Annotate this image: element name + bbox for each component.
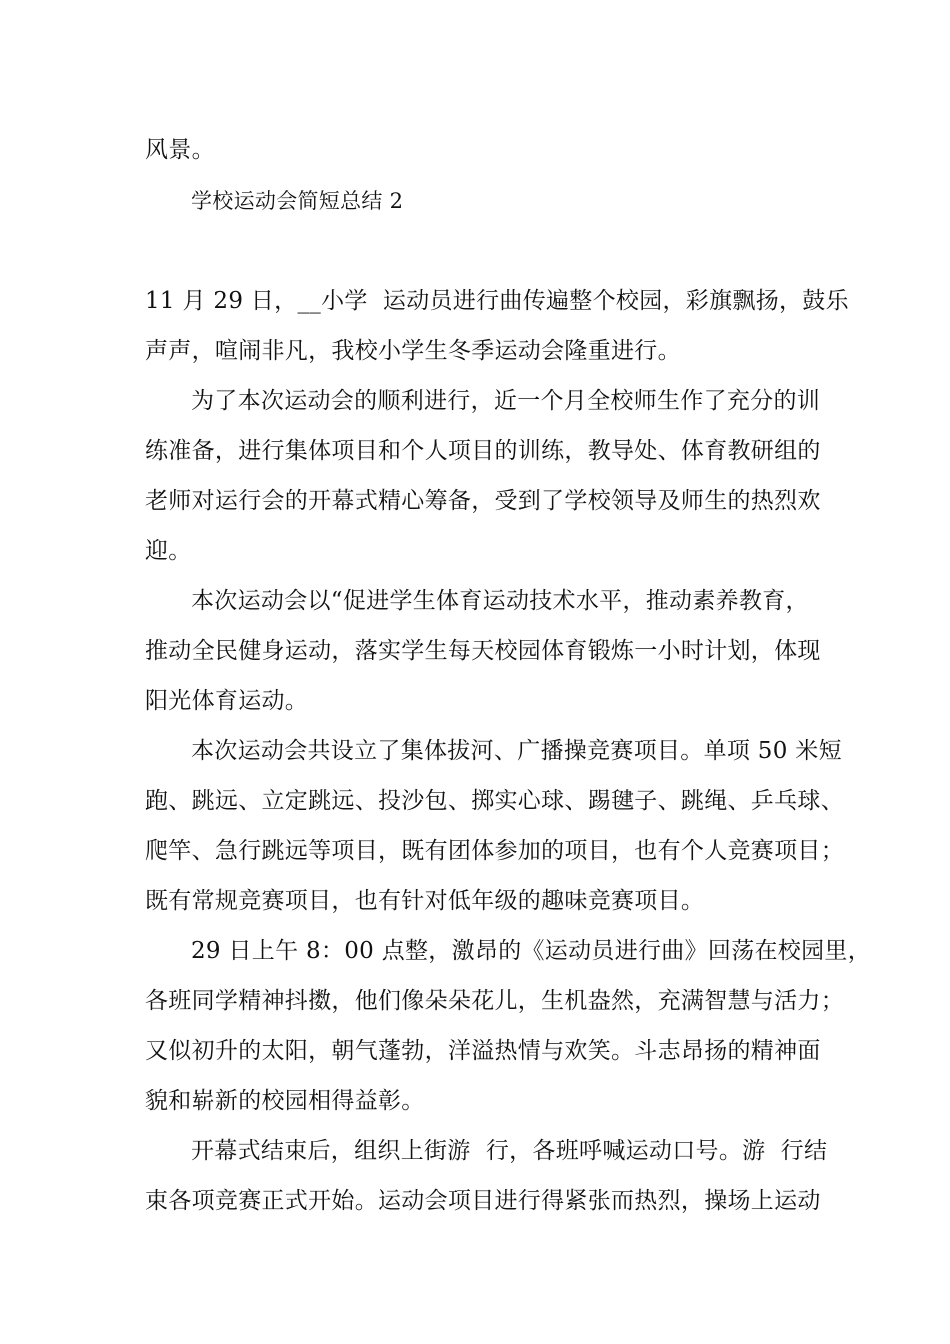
section-title: 学校运动会简短总结 2 — [191, 189, 404, 213]
paragraph-first-line: 29 日上午 8：00 点整，激昂的《运动员进行曲》回荡在校园里， — [191, 938, 871, 964]
text-line: 阳光体育运动。 — [145, 688, 309, 714]
text-line: 跑、跳远、立定跳远、投沙包、掷实心球、踢毽子、跳绳、乒乓球、 — [145, 788, 844, 814]
text-line: 老师对运行会的开幕式精心筹备，受到了学校领导及师生的热烈欢 — [145, 488, 821, 514]
text-line: 貌和崭新的校园相得益彰。 — [145, 1088, 425, 1114]
paragraph-first-line: 本次运动会以“促进学生体育运动技术水平，推动素养教育， — [191, 588, 809, 614]
text-line: 推动全民健身运动，落实学生每天校园体育锻炼一小时计划，体现 — [145, 638, 821, 664]
text-line: 又似初升的太阳，朝气蓬勃，洋溢热情与欢笑。斗志昂扬的精神面 — [145, 1038, 821, 1064]
text-line: 既有常规竞赛项目，也有针对低年级的趣味竞赛项目。 — [145, 888, 705, 914]
text-line: 11 月 29 日，__小学 运动员进行曲传遍整个校园，彩旗飘扬，鼓乐 — [145, 288, 849, 314]
text-line: 声声，喧闹非凡，我校小学生冬季运动会隆重进行。 — [145, 338, 681, 364]
paragraph-first-line: 为了本次运动会的顺利进行，近一个月全校师生作了充分的训 — [191, 388, 821, 414]
text-line: 练准备，进行集体项目和个人项目的训练，教导处、体育教研组的 — [145, 438, 821, 464]
paragraph-first-line: 开幕式结束后，组织上街游 行，各班呼喊运动口号。游 行结 — [191, 1138, 828, 1164]
text-line: 束各项竞赛正式开始。运动会项目进行得紧张而热烈，操场上运动 — [145, 1188, 821, 1214]
text-line: 爬竿、急行跳远等项目，既有团体参加的项目，也有个人竞赛项目； — [145, 838, 844, 864]
text-line: 风景。 — [145, 137, 215, 163]
text-line: 各班同学精神抖擞，他们像朵朵花儿，生机盎然，充满智慧与活力； — [145, 988, 844, 1014]
paragraph-first-line: 本次运动会共设立了集体拔河、广播操竞赛项目。单项 50 米短 — [191, 738, 842, 764]
text-line: 迎。 — [145, 538, 192, 564]
